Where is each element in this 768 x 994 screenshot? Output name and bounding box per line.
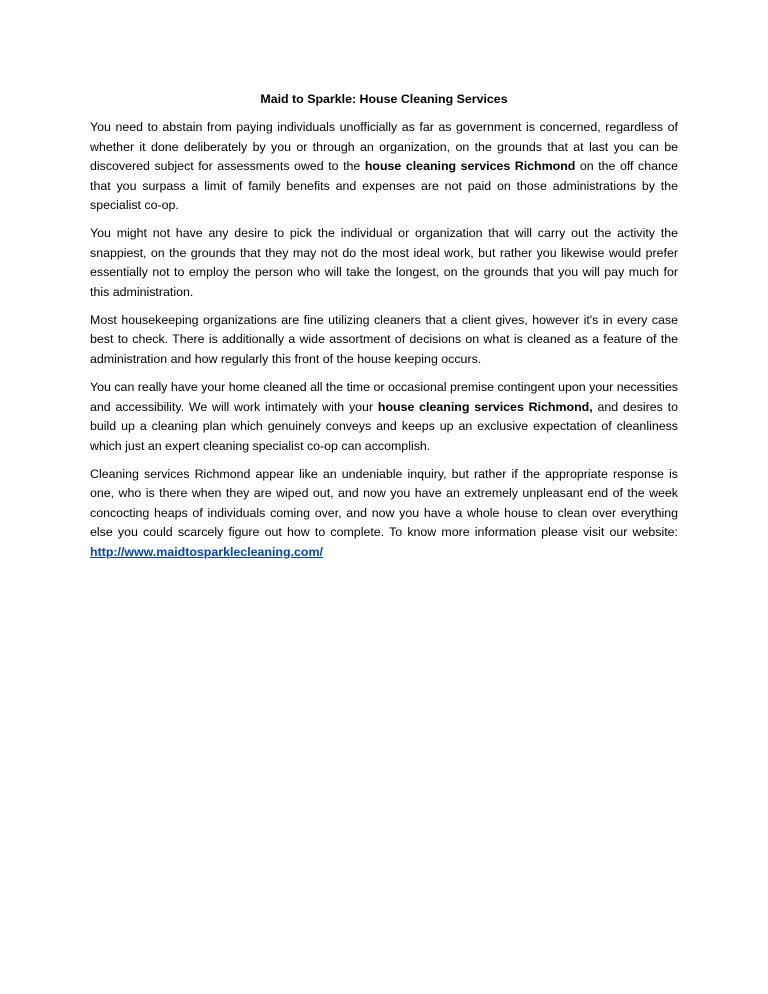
website-link[interactable]: http://www.maidtosparklecleaning.com/ bbox=[90, 544, 323, 559]
paragraph-4-text-after: and desires to build up a cleaning plan which genuinely conveys and keeps up an exclusive expectation of cleanliness which just an expert cleaning specialist co-op can accomplish. bbox=[90, 399, 678, 453]
paragraph-2: You might not have any desire to pick the individual or organization that will carry out the activity the snappiest, on the grounds that they may not do the most ideal work, but rather you likewise would prefer essentially not to employ the person who will take the longest, on the grounds that you will pay much for this administration. bbox=[90, 226, 678, 299]
paragraph-3: Most housekeeping organizations are fine utilizing cleaners that a client gives, however it's in every case best to check. There is additionally a wide assortment of decisions on what is cleaned as a feature of the administration and how regularly this front of the house keeping occurs. bbox=[90, 313, 678, 366]
paragraph-1-text-before: You need to abstain from paying individuals unofficially as far as government is concerned, regardless of whether it done deliberately by you or through an organization, on the grounds that at last you can be discovered subject for assessments owed to the bbox=[90, 120, 678, 174]
paragraph-1 bbox=[90, 118, 678, 215]
paragraph-5-text: Cleaning services Richmond appear like an undeniable inquiry, but rather if the appropriate response is one, who is there when they are wiped out, and now you have an extremely unpleasant end of the week concocting heaps of individuals coming over, and now you have a whole house to clean over everything else you could scarcely figure out how to complete. To know more information please visit our website: bbox=[90, 466, 678, 540]
keyword-house-cleaning-services-richmond-2: house cleaning services Richmond, bbox=[377, 399, 593, 414]
document-title: Maid to Sparkle: House Cleaning Services bbox=[260, 92, 508, 106]
document-page bbox=[90, 90, 678, 571]
keyword-house-cleaning-services-richmond: house cleaning services Richmond bbox=[364, 159, 576, 174]
paragraph-1-text-after: on the off chance that you surpass a limit of family benefits and expenses are not paid on those administrations by the specialist co-op. bbox=[90, 159, 678, 213]
paragraph-4-text-before: You can really have your home cleaned all the time or occasional premise contingent upon your necessities and accessibility. We will work intimately with your bbox=[90, 380, 678, 414]
paragraph-4 bbox=[90, 378, 678, 456]
paragraph-5 bbox=[90, 465, 678, 562]
